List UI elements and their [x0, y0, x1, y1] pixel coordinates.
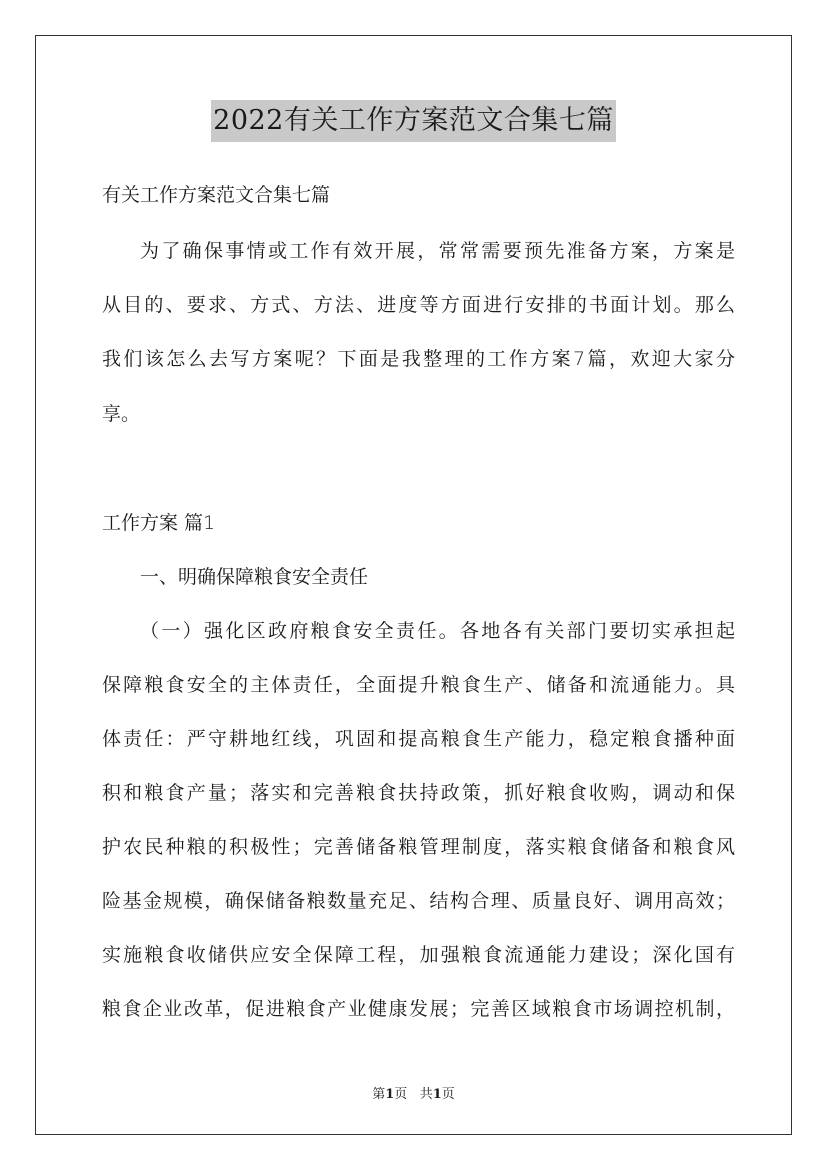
body-line-7: 实施粮食收储供应安全保障工程，加强粮食流通能力建设；深化国有 — [102, 944, 735, 966]
footer-page-suffix: 页 — [394, 1087, 408, 1102]
section-heading: 工作方案 篇1 — [102, 512, 216, 534]
sub-heading: 一、明确保障粮食安全责任 — [140, 566, 369, 588]
body-line-8: 粮食企业改革，促进粮食产业健康发展；完善区域粮食市场调控机制， — [102, 998, 735, 1020]
footer-total-suffix: 页 — [441, 1087, 455, 1102]
body-line-1: （一）强化区政府粮食安全责任。各地各有关部门要切实承担起 — [140, 620, 735, 642]
body-line-3: 体责任：严守耕地红线，巩固和提高粮食生产能力，稳定粮食播种面 — [102, 728, 735, 750]
intro-line-4: 享。 — [102, 403, 141, 425]
footer-total-number: 1 — [432, 1087, 442, 1102]
page-footer — [0, 1083, 827, 1102]
footer-page-prefix: 第 — [372, 1087, 386, 1102]
body-line-6: 险基金规模，确保储备粮数量充足、结构合理、质量良好、调用高效； — [102, 890, 735, 912]
footer-page-number: 1 — [385, 1087, 395, 1102]
intro-line-2: 从目的、要求、方式、方法、进度等方面进行安排的书面计划。那么 — [102, 294, 735, 316]
document-subtitle: 有关工作方案范文合集七篇 — [102, 184, 331, 206]
intro-line-3: 我们该怎么去写方案呢？下面是我整理的工作方案7篇，欢迎大家分 — [102, 348, 735, 370]
body-line-5: 护农民种粮的积极性；完善储备粮管理制度，落实粮食储备和粮食风 — [102, 836, 735, 858]
document-title: 2022有关工作方案范文合集七篇 — [211, 100, 616, 142]
body-line-4: 积和粮食产量；落实和完善粮食扶持政策，抓好粮食收购，调动和保 — [102, 782, 735, 804]
body-line-2: 保障粮食安全的主体责任，全面提升粮食生产、储备和流通能力。具 — [102, 674, 735, 696]
footer-total-prefix: 共 — [419, 1087, 433, 1102]
intro-line-1: 为了确保事情或工作有效开展，常常需要预先准备方案，方案是 — [140, 240, 735, 262]
title-area — [0, 100, 827, 142]
